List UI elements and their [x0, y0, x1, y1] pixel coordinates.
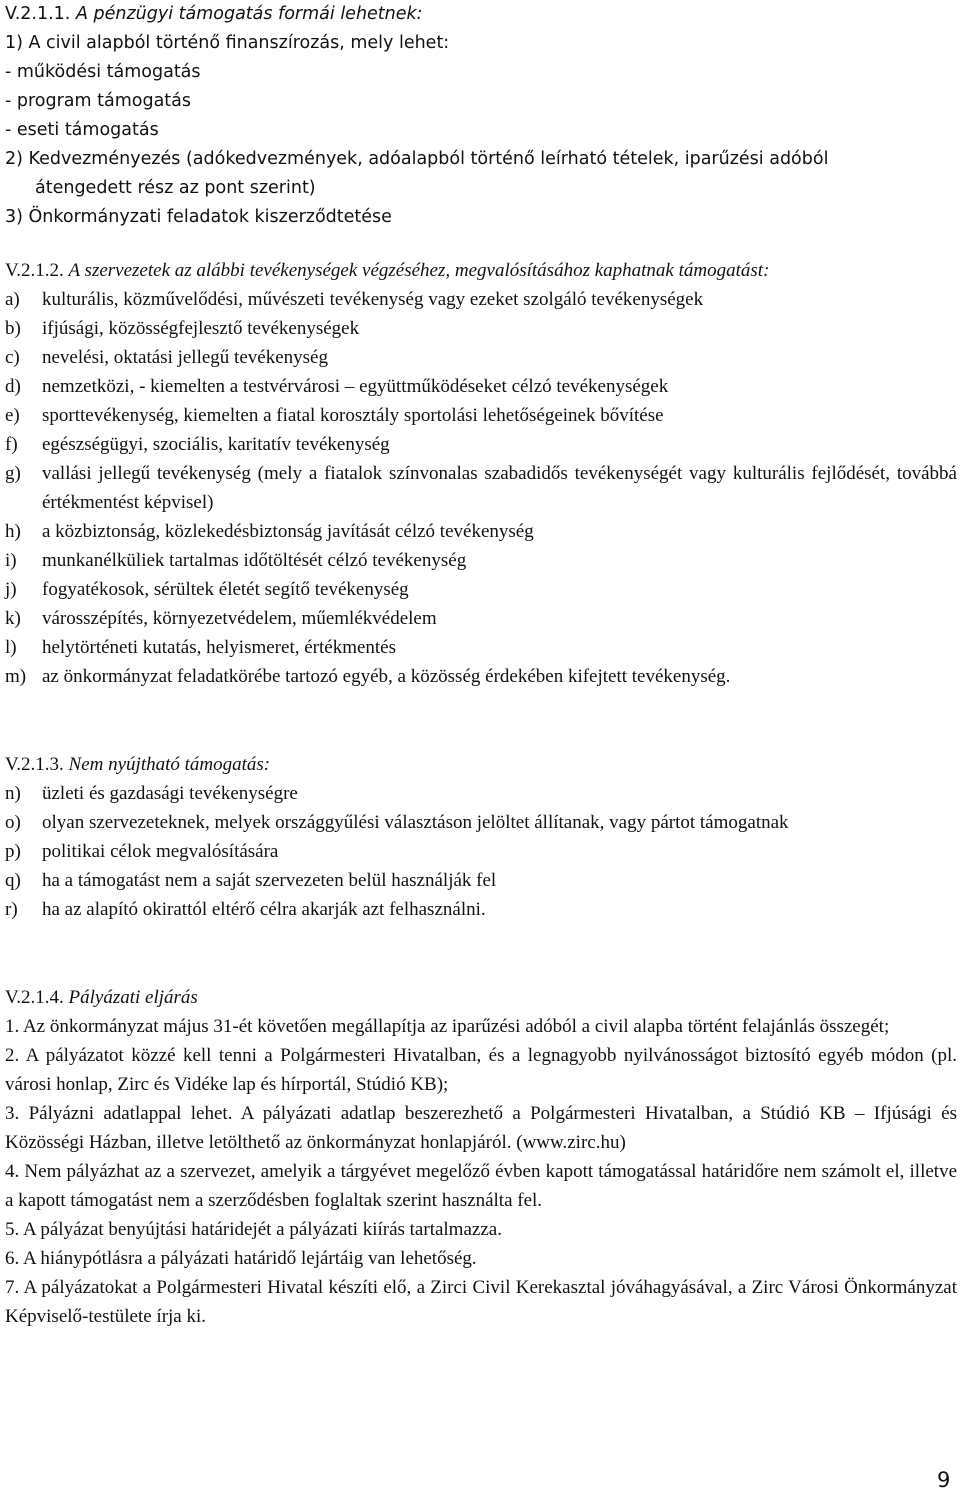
item-label: o) [5, 812, 21, 833]
item-text: nemzetközi, - kiemelten a testvérvárosi – együttműködéseket célzó tevékenységek [42, 376, 669, 397]
item-label: r) [5, 899, 18, 920]
item-label: h) [5, 521, 21, 542]
list-item [5, 314, 957, 343]
item-label: k) [5, 608, 21, 629]
section-number: V.2.1.2. [5, 260, 64, 281]
paragraph: 3. Pályázni adatlappal lehet. A pályázati adatlap beszerezhető a Polgármesteri Hivatalban, a Stúdió KB – Ifjúsági és Közösségi Házban, illetve letölthető az önkormányzat honlapjáról. (www.zirc.hu) [5, 1103, 957, 1153]
item-text: vallási jellegű tevékenység (mely a fiatalok színvonalas szabadidős tevékenységét vagy kulturális fejlődését, továbbá értékmentést képvisel) [42, 463, 957, 513]
item-label: c) [5, 347, 20, 368]
item-text: ha az alapító okirattól eltérő célra akarják azt felhasználni. [42, 899, 486, 920]
item-text: egészségügyi, szociális, karitatív tevékenység [42, 434, 390, 455]
list-line: - program támogatás [5, 91, 192, 111]
item-text: kulturális, közművelődési, művészeti tevékenység vagy ezeket szolgáló tevékenységek [42, 289, 704, 310]
list-item [5, 430, 957, 459]
item-label: q) [5, 870, 21, 891]
paragraph: 1. Az önkormányzat május 31-ét követően megállapítja az iparűzési adóból a civil alapba történt felajánlás összegét; [5, 1016, 890, 1037]
section-number: V.2.1.3. [5, 754, 64, 775]
paragraph: 7. A pályázatokat a Polgármesteri Hivatal készíti elő, a Zirci Civil Kerekasztal jóváhagyásával, a Zirc Városi Önkormányzat Képviselő-testülete írja ki. [5, 1277, 957, 1327]
list-item [5, 662, 957, 691]
section-not-supported [5, 750, 957, 924]
list-item [5, 285, 957, 314]
list-item [5, 575, 957, 604]
list-item [5, 779, 957, 808]
page-number: 9 [937, 1468, 951, 1492]
paragraph: 5. A pályázat benyújtási határidejét a pályázati kiírás tartalmazza. [5, 1219, 502, 1240]
item-label: f) [5, 434, 18, 455]
item-text: ha a támogatást nem a saját szervezeten belül használják fel [42, 870, 497, 891]
list-item [5, 372, 957, 401]
list-item [5, 401, 957, 430]
item-text: a közbiztonság, közlekedésbiztonság javítását célzó tevékenység [42, 521, 534, 542]
list-item [5, 546, 957, 575]
item-label: e) [5, 405, 20, 426]
section-application-procedure [5, 983, 957, 1331]
section-heading [5, 750, 957, 779]
item-label: i) [5, 550, 17, 571]
section-financial-support-forms [5, 0, 955, 232]
list-line: átengedett rész az pont szerint) [35, 178, 316, 198]
paragraph: 6. A hiánypótlásra a pályázati határidő lejártáig van lehetőség. [5, 1248, 477, 1269]
list-item [5, 459, 957, 517]
list-line: 3) Önkormányzati feladatok kiszerződtetése [5, 207, 392, 227]
paragraph: 2. A pályázatot közzé kell tenni a Polgármesteri Hivatalban, és a legnagyobb nyilvánosságot biztosító egyéb módon (pl. városi honlap, Zirc és Vidéke lap és hírportál, Stúdió KB); [5, 1045, 957, 1095]
item-label: j) [5, 579, 17, 600]
item-text: sporttevékenység, kiemelten a fiatal korosztály sportolási lehetőségeinek bővítése [42, 405, 664, 426]
list-item [5, 517, 957, 546]
list-line: 1) A civil alapból történő finanszírozás, mely lehet: [5, 33, 450, 53]
item-label: l) [5, 637, 17, 658]
item-label: g) [5, 463, 21, 484]
list-line: - eseti támogatás [5, 120, 159, 140]
item-text: városszépítés, környezetvédelem, műemlékvédelem [42, 608, 437, 629]
item-text: fogyatékosok, sérültek életét segítő tevékenység [42, 579, 409, 600]
list-item [5, 808, 957, 837]
item-label: d) [5, 376, 21, 397]
item-text: üzleti és gazdasági tevékenységre [42, 783, 298, 804]
list-item [5, 633, 957, 662]
list-line: - működési támogatás [5, 62, 201, 82]
section-heading [5, 0, 955, 29]
item-label: m) [5, 666, 27, 687]
item-text: helytörténeti kutatás, helyismeret, értékmentés [42, 637, 397, 658]
item-label: a) [5, 289, 20, 310]
list-item [5, 866, 957, 895]
paragraph: 4. Nem pályázhat az a szervezet, amelyik a tárgyévet megelőző évben kapott támogatással határidőre nem számolt el, illetve a kapott támogatást nem a szerződésben foglaltak szerint használta fel. [5, 1161, 957, 1211]
list-item [5, 343, 957, 372]
section-title: Nem nyújtható támogatás: [68, 754, 271, 775]
item-text: nevelési, oktatási jellegű tevékenység [42, 347, 328, 368]
item-text: olyan szervezeteknek, melyek országgyűlési választáson jelöltet állítanak, vagy pártot támogatnak [42, 812, 789, 833]
item-label: b) [5, 318, 21, 339]
section-number: V.2.1.1. [5, 4, 71, 24]
item-text: munkanélküliek tartalmas időtöltését célzó tevékenység [42, 550, 467, 571]
section-number: V.2.1.4. [5, 987, 64, 1008]
section-supported-activities [5, 256, 957, 691]
section-title: A szervezetek az alábbi tevékenységek végzéséhez, megvalósításához kaphatnak támogatást: [68, 260, 770, 281]
item-text: politikai célok megvalósítására [42, 841, 279, 862]
item-label: n) [5, 783, 21, 804]
list-item [5, 604, 957, 633]
item-text: ifjúsági, közösségfejlesztő tevékenységek [42, 318, 360, 339]
section-heading [5, 256, 957, 285]
list-item [5, 837, 957, 866]
list-item [5, 895, 957, 924]
section-heading [5, 983, 957, 1012]
item-label: p) [5, 841, 21, 862]
item-text: az önkormányzat feladatkörébe tartozó egyéb, a közösség érdekében kifejtett tevékenység. [42, 666, 731, 687]
list-line: 2) Kedvezményezés (adókedvezmények, adóalapból történő leírható tételek, iparűzési adóból [5, 149, 829, 169]
section-title: A pénzügyi támogatás formái lehetnek: [75, 4, 423, 24]
section-title: Pályázati eljárás [68, 987, 198, 1008]
